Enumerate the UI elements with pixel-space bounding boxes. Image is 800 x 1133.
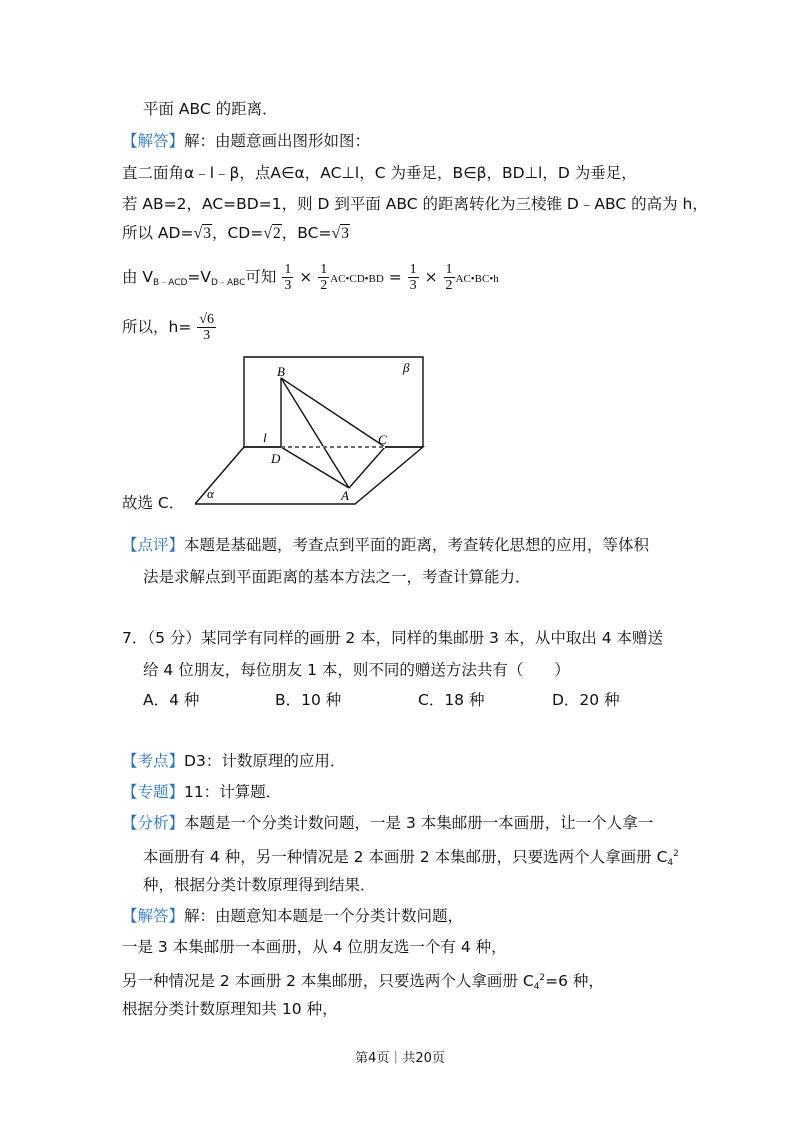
formula-line: 所以，h= $\frac{√6}{3}$ [122, 312, 214, 343]
label-C: C [378, 432, 387, 447]
text-line: 一是 3 本集邮册一本画册，从 4 位朋友选一个有 4 种， [122, 938, 507, 956]
analysis-tag: 【分析】 [122, 814, 185, 832]
text-line: 所以 AD=√3，CD=√2，BC=√3 [122, 222, 350, 245]
page-footer: 第4页｜共20页 [355, 1051, 445, 1066]
label-l: l [263, 430, 267, 445]
dihedral-angle-figure [195, 352, 435, 512]
fraction: $\frac{1}{2}$ [445, 262, 453, 293]
answer-tag: 【解答】 [122, 132, 185, 150]
text-line: 【解答】解：由题意知本题是一个分类计数问题， [122, 907, 464, 925]
text-line: 【点评】本题是基础题，考查点到平面的距离，考查转化思想的应用，等体积 [122, 536, 650, 554]
text-line: 直二面角α﹣l﹣β，点A∈α，AC⊥l，C 为垂足，B∈β，BD⊥l，D 为垂足， [122, 164, 637, 182]
text-line: 【专题】11：计算题． [122, 783, 282, 801]
text-line: 本画册有 4 种，另一种情况是 2 本画册 2 本集邮册，只要选两个人拿画册 $C_4^2$ [143, 848, 679, 868]
fraction: $\frac{1}{3}$ [284, 262, 292, 293]
text-line: 【考点】D3：计数原理的应用． [122, 752, 346, 770]
fraction: $\frac{√6}{3}$ [199, 312, 214, 343]
text-line: 法是求解点到平面距离的基本方法之一，考查计算能力． [143, 568, 531, 586]
text-line: 故选 C． [122, 494, 185, 512]
option-c: C．18 种 [418, 691, 485, 709]
label-A: A [341, 488, 349, 503]
text-line: 种，根据分类计数原理得到结果． [143, 876, 376, 894]
label-alpha: α [207, 486, 214, 501]
formula-line: 由 $V_{B﹣ACD}=V_{D﹣ABC}$可知 $\frac{1}{3}$ × $\frac{1}{2}$ AC•CD•BD = $\frac{1}{3}$ × $\frac{1}{2}$ AC•BC•h [122, 262, 499, 293]
text-line: 若 AB=2，AC=BD=1，则 D 到平面 ABC 的距离转化为三棱锥 D﹣ABC 的高为 h， [122, 195, 708, 213]
label-D: D [271, 451, 281, 466]
answer-tag: 【解答】 [122, 907, 185, 925]
text-line: 【解答】解：由题意画出图形如图： [122, 132, 371, 150]
comment-tag: 【点评】 [122, 536, 185, 554]
fraction: $\frac{1}{2}$ [320, 262, 328, 293]
option-a: A．4 种 [143, 691, 200, 709]
knowledge-tag: 【考点】 [122, 752, 185, 770]
sqrt-3: √3 [331, 225, 349, 242]
sqrt-3: √3 [193, 225, 211, 242]
label-beta: β [403, 360, 410, 375]
text-line: 另一种情况是 2 本画册 2 本集邮册，只要选两个人拿画册 $C_4^2=6$ 种， [122, 972, 604, 992]
topic-tag: 【专题】 [122, 783, 185, 801]
question-line: 7．（5 分）某同学有同样的画册 2 本，同样的集邮册 3 本，从中取出 4 本赠送 [122, 629, 664, 647]
sqrt-2: √2 [263, 225, 281, 242]
text-line: 根据分类计数原理知共 10 种， [122, 1000, 338, 1018]
option-d: D．20 种 [552, 691, 620, 709]
fraction: $\frac{1}{3}$ [409, 262, 417, 293]
label-B: B [277, 364, 285, 379]
question-line: 给 4 位朋友，每位朋友 1 本，则不同的赠送方法共有（ ） [143, 661, 570, 679]
text-line: 【分析】本题是一个分类计数问题，一是 3 本集邮册一本画册，让一个人拿一 [122, 814, 654, 832]
text-line: 平面 ABC 的距离． [143, 100, 278, 118]
option-b: B．10 种 [275, 691, 342, 709]
